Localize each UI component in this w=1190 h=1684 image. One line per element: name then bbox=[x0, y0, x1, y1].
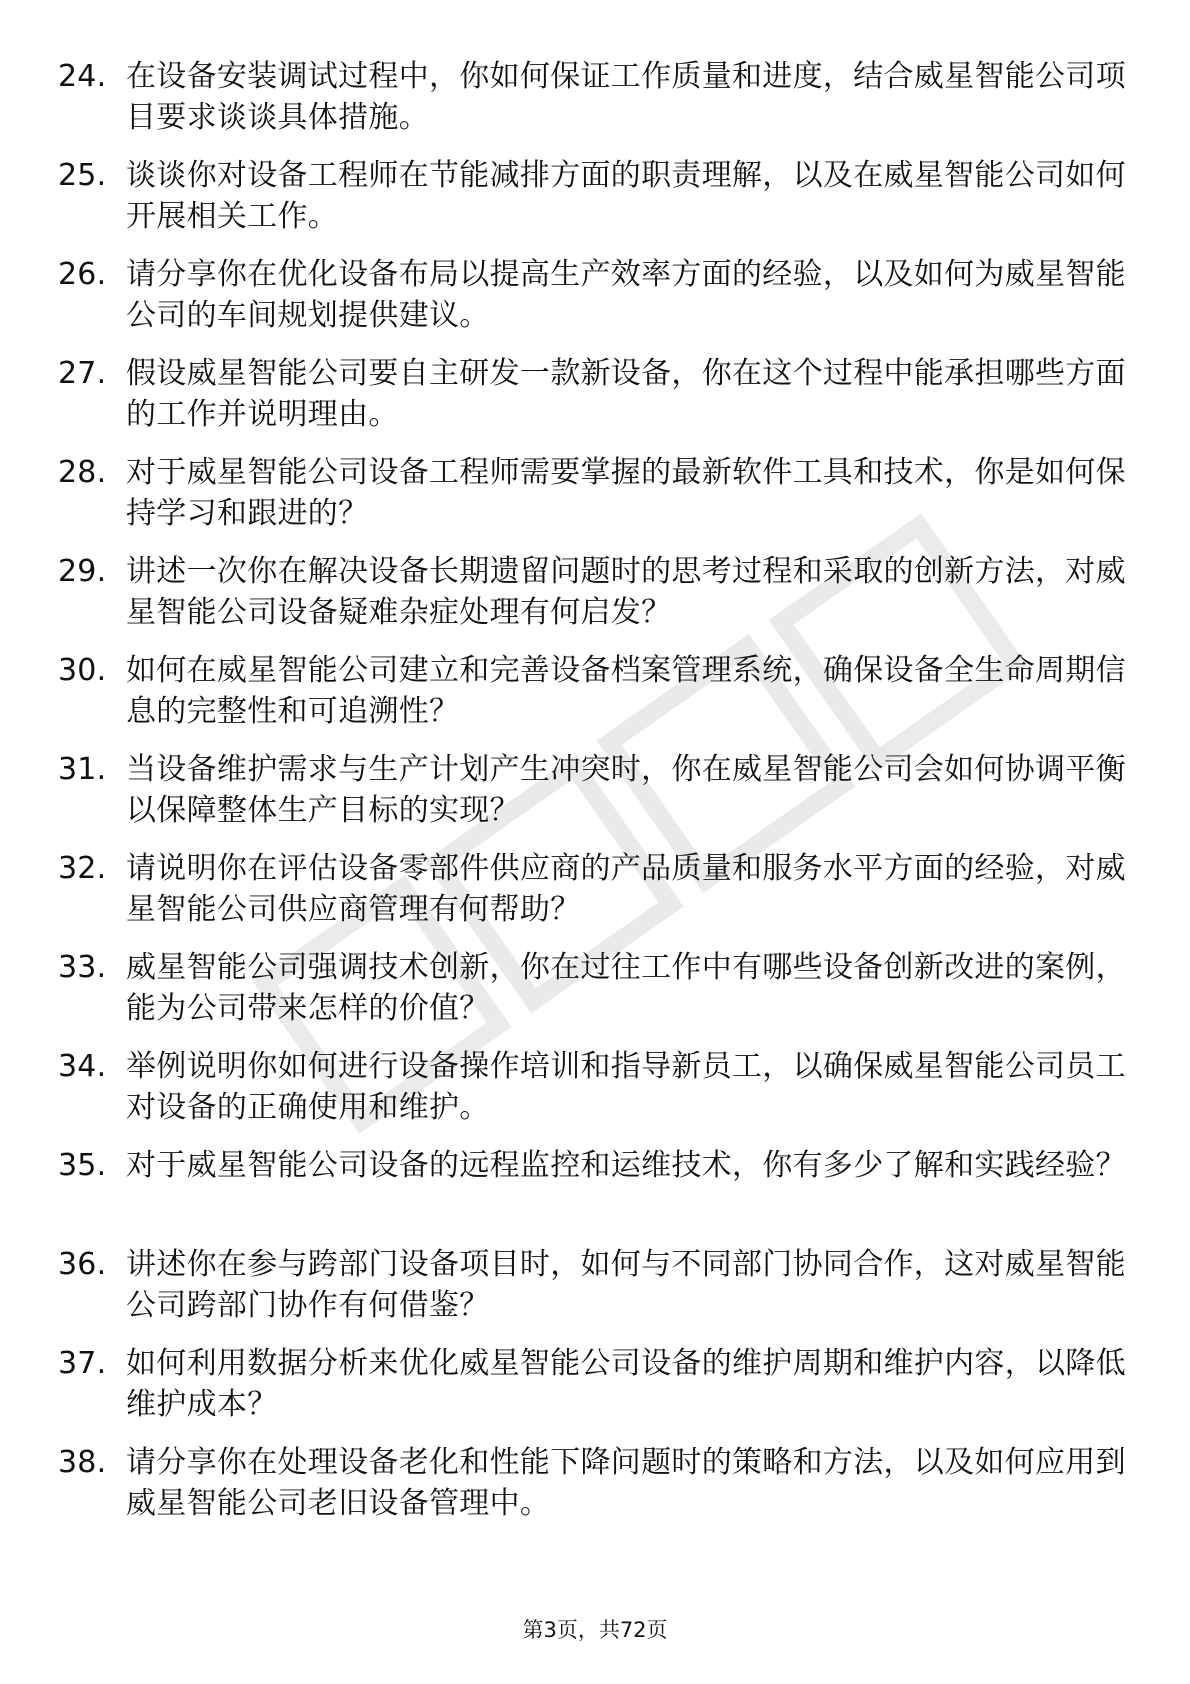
item-text: 请分享你在处理设备老化和性能下降问题时的策略和方法，以及如何应用到威星智能公司老旧设备管理中。 bbox=[126, 1445, 1126, 1521]
item-number: 28. bbox=[58, 455, 107, 490]
list-item bbox=[58, 452, 1128, 534]
item-text: 威星智能公司强调技术创新，你在过往工作中有哪些设备创新改进的案例，能为公司带来怎样的价值？ bbox=[126, 950, 1126, 1026]
item-text: 讲述你在参与跨部门设备项目时，如何与不同部门协同合作，这对威星智能公司跨部门协作有何借鉴？ bbox=[126, 1247, 1126, 1323]
list-item bbox=[58, 551, 1128, 633]
item-number: 27. bbox=[58, 356, 107, 391]
item-text: 举例说明你如何进行设备操作培训和指导新员工，以确保威星智能公司员工对设备的正确使用和维护。 bbox=[126, 1049, 1126, 1125]
list-item bbox=[58, 1343, 1128, 1425]
item-number: 32. bbox=[58, 851, 107, 886]
list-item bbox=[58, 947, 1128, 1029]
item-number: 37. bbox=[58, 1346, 107, 1381]
list-item bbox=[58, 353, 1128, 435]
item-text: 当设备维护需求与生产计划产生冲突时，你在威星智能公司会如何协调平衡以保障整体生产目标的实现？ bbox=[126, 752, 1126, 828]
item-number: 31. bbox=[58, 752, 107, 787]
item-number: 34. bbox=[58, 1049, 107, 1084]
question-list bbox=[58, 56, 1128, 1541]
list-item bbox=[58, 848, 1128, 930]
item-number: 33. bbox=[58, 950, 107, 985]
list-item bbox=[58, 56, 1128, 138]
item-text: 如何在威星智能公司建立和完善设备档案管理系统，确保设备全生命周期信息的完整性和可追溯性？ bbox=[126, 653, 1126, 729]
item-text: 在设备安装调试过程中，你如何保证工作质量和进度，结合威星智能公司项目要求谈谈具体措施。 bbox=[126, 59, 1126, 135]
item-number: 26. bbox=[58, 257, 107, 292]
list-item bbox=[58, 650, 1128, 732]
list-item bbox=[58, 1145, 1128, 1227]
page-footer bbox=[0, 1616, 1190, 1644]
item-text: 请说明你在评估设备零部件供应商的产品质量和服务水平方面的经验，对威星智能公司供应商管理有何帮助？ bbox=[126, 851, 1126, 927]
item-text: 讲述一次你在解决设备长期遗留问题时的思考过程和采取的创新方法，对威星智能公司设备疑难杂症处理有何启发？ bbox=[126, 554, 1126, 630]
item-text: 如何利用数据分析来优化威星智能公司设备的维护周期和维护内容，以降低维护成本？ bbox=[126, 1346, 1126, 1422]
page-number: 第3页，共72页 bbox=[522, 1618, 668, 1642]
list-item bbox=[58, 155, 1128, 237]
item-text: 假设威星智能公司要自主研发一款新设备，你在这个过程中能承担哪些方面的工作并说明理由。 bbox=[126, 356, 1126, 432]
item-number: 29. bbox=[58, 554, 107, 589]
item-number: 36. bbox=[58, 1247, 107, 1282]
item-number: 30. bbox=[58, 653, 107, 688]
list-item bbox=[58, 1244, 1128, 1326]
list-item bbox=[58, 254, 1128, 336]
item-text: 对于威星智能公司设备的远程监控和运维技术，你有多少了解和实践经验？ bbox=[126, 1148, 1126, 1183]
item-text: 对于威星智能公司设备工程师需要掌握的最新软件工具和技术，你是如何保持学习和跟进的？ bbox=[126, 455, 1126, 531]
item-number: 25. bbox=[58, 158, 107, 193]
item-number: 35. bbox=[58, 1148, 107, 1183]
item-number: 38. bbox=[58, 1445, 107, 1480]
list-item bbox=[58, 1442, 1128, 1524]
list-item bbox=[58, 749, 1128, 831]
list-item bbox=[58, 1046, 1128, 1128]
item-number: 24. bbox=[58, 59, 107, 94]
item-text: 请分享你在优化设备布局以提高生产效率方面的经验，以及如何为威星智能公司的车间规划提供建议。 bbox=[126, 257, 1126, 333]
item-text: 谈谈你对设备工程师在节能减排方面的职责理解，以及在威星智能公司如何开展相关工作。 bbox=[126, 158, 1126, 234]
